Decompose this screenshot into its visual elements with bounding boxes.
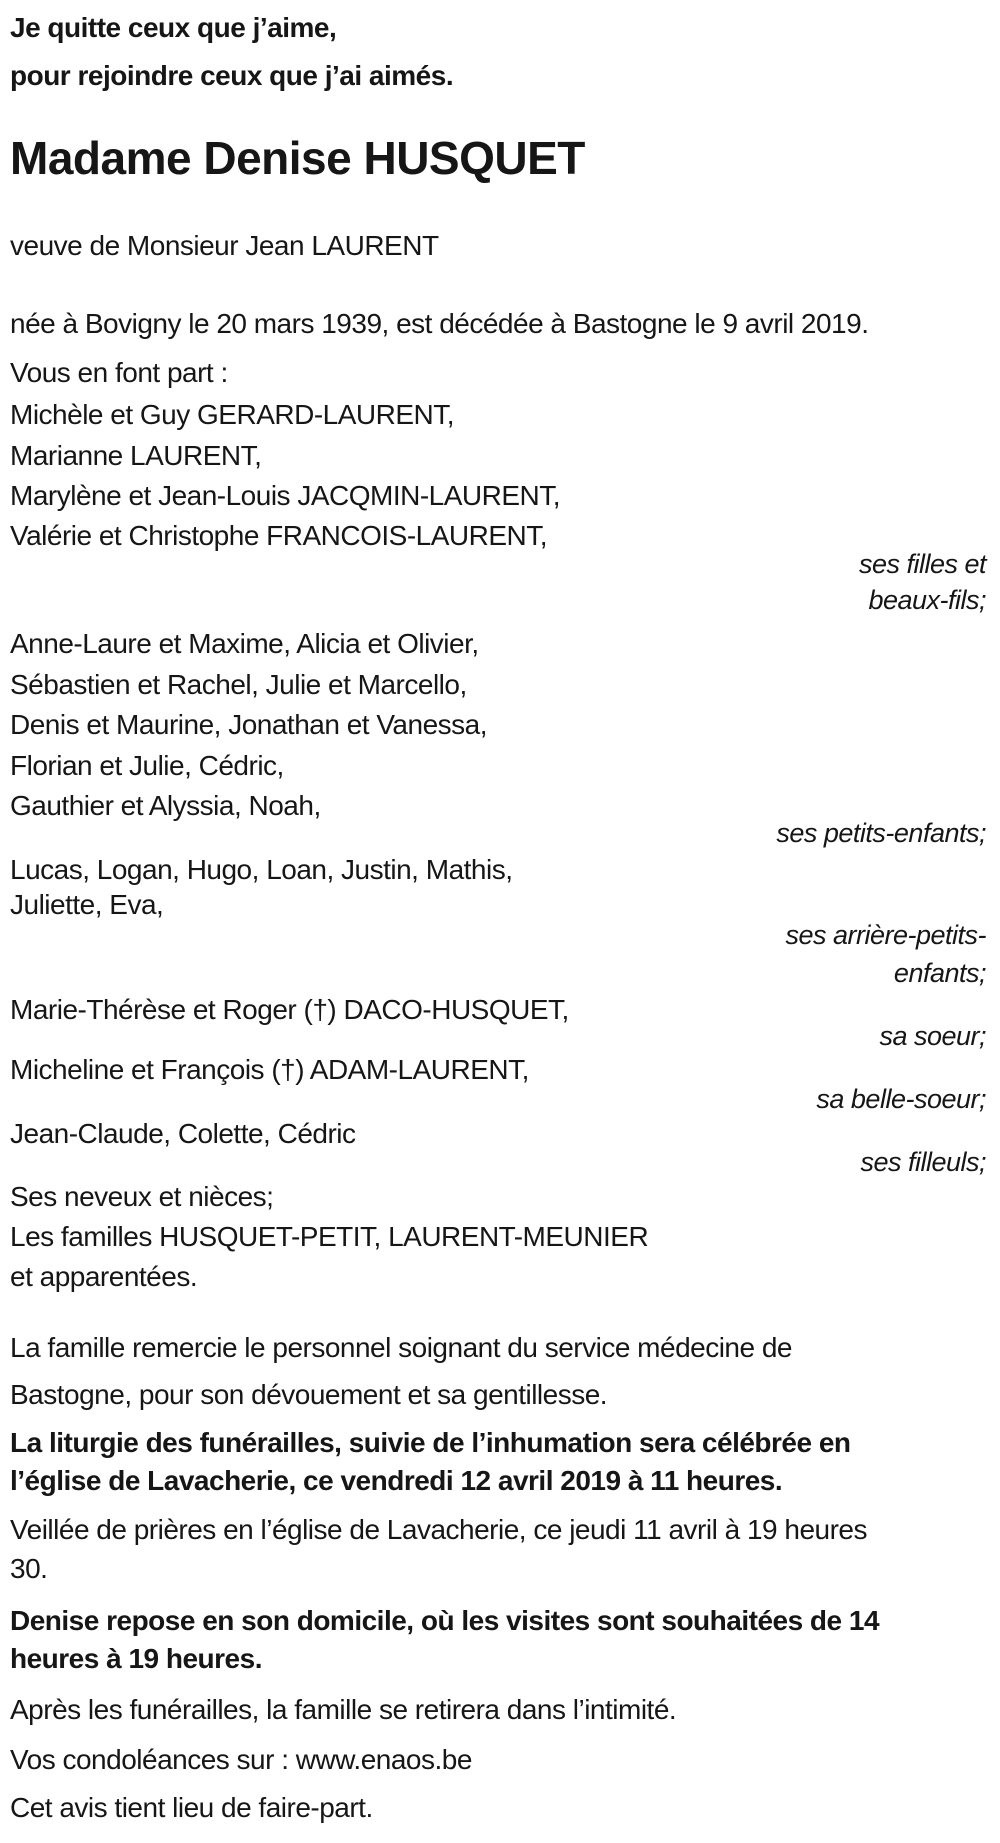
vigil-info-line: Veillée de prières en l’église de Lavacherie, ce jeudi 11 avril à 19 heures <box>10 1514 867 1545</box>
member-line: Lucas, Logan, Hugo, Loan, Justin, Mathis, <box>10 854 513 885</box>
relation-label: beaux-fils; <box>868 585 986 615</box>
member-line: Micheline et François (†) ADAM-LAURENT, <box>10 1054 529 1085</box>
member-line: Gauthier et Alyssia, Noah, <box>10 790 321 821</box>
relation-label: ses petits-enfants; <box>776 818 986 848</box>
member-line: Anne-Laure et Maxime, Alicia et Olivier, <box>10 628 479 659</box>
life-dates-line: née à Bovigny le 20 mars 1939, est décédée à Bastogne le 9 avril 2019. <box>10 308 869 339</box>
member-line: Marylène et Jean-Louis JACQMIN-LAURENT, <box>10 480 561 511</box>
member-line: Michèle et Guy GERARD-LAURENT, <box>10 399 455 430</box>
condolences-line: Vos condoléances sur : www.enaos.be <box>10 1744 472 1775</box>
relation-label: enfants; <box>893 958 986 988</box>
announcement-intro: Vous en font part : <box>10 357 228 388</box>
thanks-paragraph-line: La famille remercie le personnel soignant du service médecine de <box>10 1332 792 1363</box>
epigraph-line-1: Je quitte ceux que j’aime, <box>10 12 337 43</box>
closing-line: et apparentées. <box>10 1261 198 1292</box>
member-line: Denis et Maurine, Jonathan et Vanessa, <box>10 709 488 740</box>
member-line: Florian et Julie, Cédric, <box>10 750 284 781</box>
member-line: Sébastien et Rachel, Julie et Marcello, <box>10 669 467 700</box>
relation-label: ses filles et <box>858 549 986 579</box>
closing-line: Les familles HUSQUET-PETIT, LAURENT-MEUNIER <box>10 1221 649 1252</box>
visits-info-line: Denise repose en son domicile, où les visites sont souhaitées de 14 <box>10 1605 880 1636</box>
widow-of-line: veuve de Monsieur Jean LAURENT <box>10 230 439 261</box>
funeral-info-line: La liturgie des funérailles, suivie de l’inhumation sera célébrée en <box>10 1427 851 1458</box>
relation-label: sa soeur; <box>879 1021 986 1051</box>
privacy-line: Après les funérailles, la famille se retirera dans l’intimité. <box>10 1694 677 1725</box>
member-line: Juliette, Eva, <box>10 889 164 920</box>
vigil-info-line: 30. <box>10 1553 48 1584</box>
member-line: Jean-Claude, Colette, Cédric <box>10 1118 356 1149</box>
closing-line: Ses neveux et nièces; <box>10 1181 274 1212</box>
member-line: Marie-Thérèse et Roger (†) DACO-HUSQUET, <box>10 994 569 1025</box>
deceased-name-title: Madame Denise HUSQUET <box>10 132 585 184</box>
member-line: Valérie et Christophe FRANCOIS-LAURENT, <box>10 520 548 551</box>
thanks-paragraph-line: Bastogne, pour son dévouement et sa gentillesse. <box>10 1379 608 1410</box>
visits-info-line: heures à 19 heures. <box>10 1643 262 1674</box>
member-line: Marianne LAURENT, <box>10 440 262 471</box>
relation-label: ses filleuls; <box>860 1147 986 1177</box>
relation-label: ses arrière-petits- <box>785 920 986 950</box>
notice-statement-line: Cet avis tient lieu de faire-part. <box>10 1792 373 1823</box>
funeral-info-line: l’église de Lavacherie, ce vendredi 12 avril 2019 à 11 heures. <box>10 1465 783 1496</box>
epigraph-line-2: pour rejoindre ceux que j’ai aimés. <box>10 60 454 91</box>
relation-label: sa belle-soeur; <box>816 1084 986 1114</box>
